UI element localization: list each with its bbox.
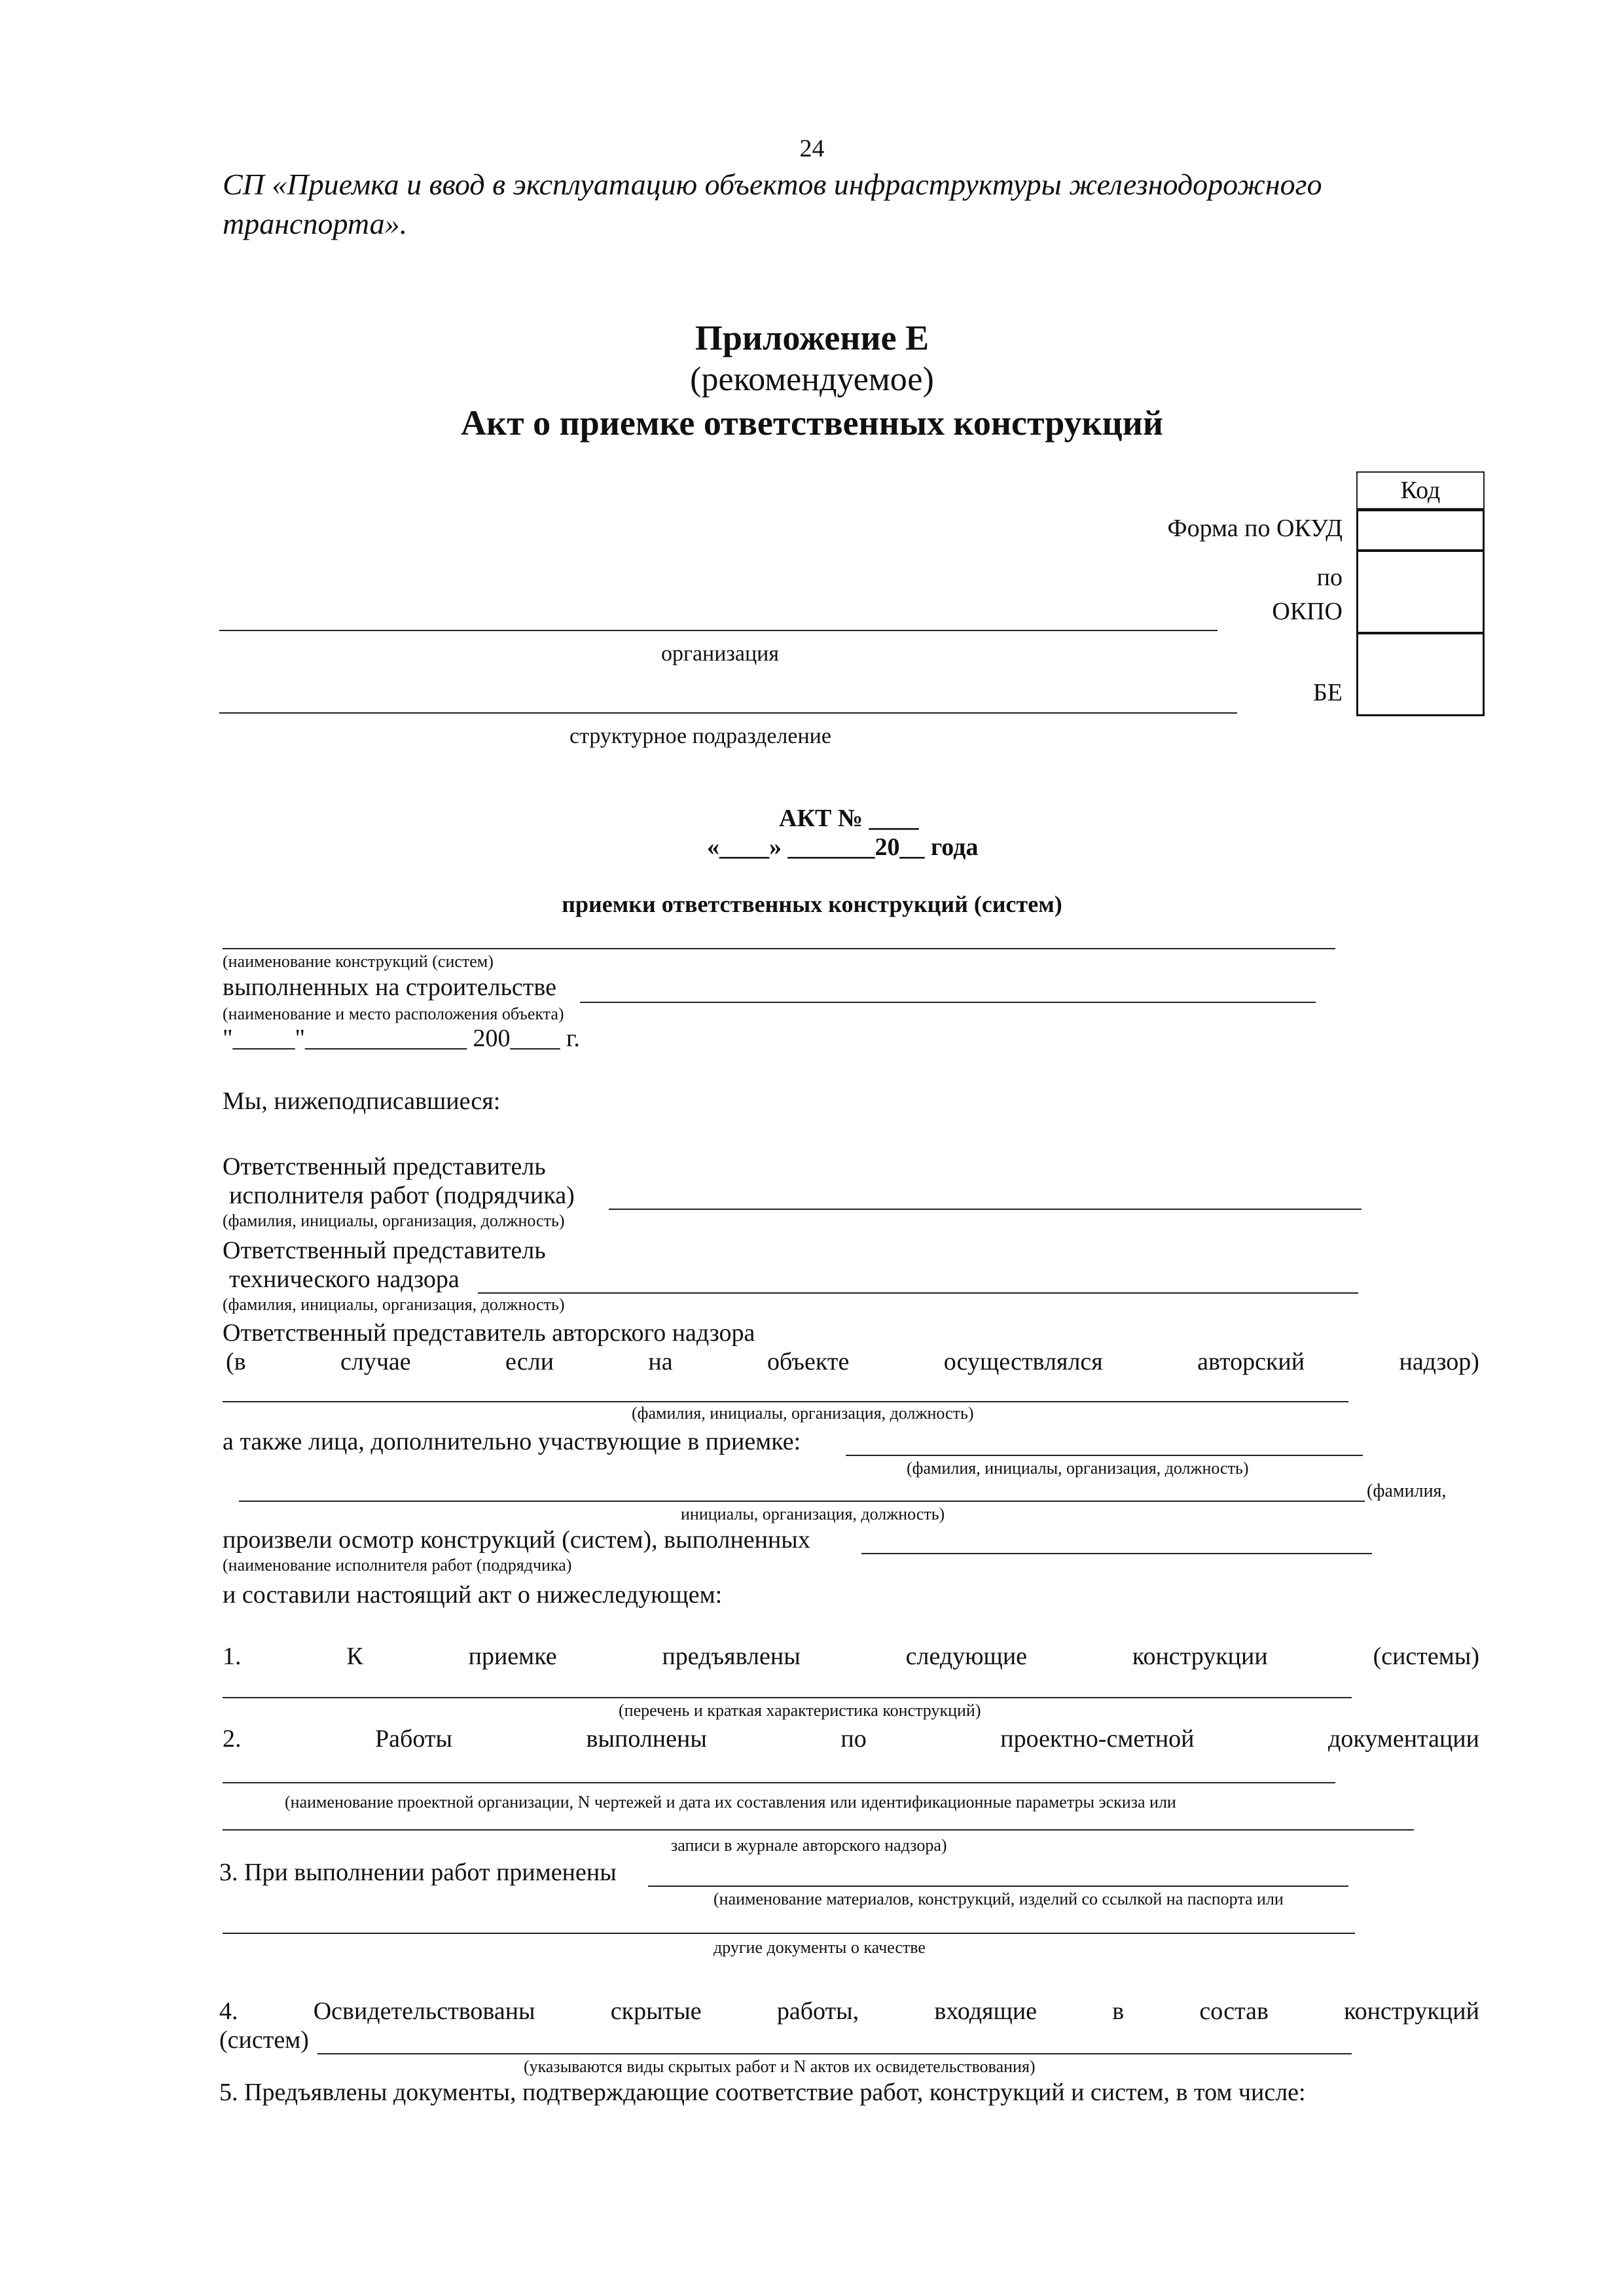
item-1-caption: (перечень и краткая характеристика конструкций) [619,1701,981,1720]
item-2-word: Работы [375,1725,452,1753]
author-word: надзор) [1399,1348,1479,1376]
item-2-field[interactable] [223,1782,1335,1783]
author-word: объекте [767,1348,850,1376]
fio-caption-4: (фамилия, инициалы, организация, должность) [907,1459,1249,1478]
also-persons-label: а также лица, дополнительно участвующие в приемке: [223,1428,801,1455]
item-2-field-2[interactable] [223,1829,1414,1831]
organization-caption: организация [661,642,779,666]
item-2 [223,1724,1479,1753]
item-4-line-2: (систем) [219,2026,309,2054]
inspected-field[interactable] [861,1553,1372,1554]
author-word: авторский [1197,1348,1305,1376]
page-number: 24 [799,135,825,162]
item-4-word: конструкций [1344,1997,1479,2025]
inspected-label: произвели осмотр конструкций (систем), выполненных [223,1526,810,1554]
item-1 [223,1642,1479,1671]
author-word: на [648,1348,673,1376]
act-subject: приемки ответственных конструкций (систем) [562,891,1062,917]
document-header-line-1: СП «Приемка и ввод в эксплуатацию объектов инфраструктуры железнодорожного [223,168,1322,201]
appendix-title: Приложение Е [695,318,929,357]
rep-author-label: Ответственный представитель авторского надзора [223,1319,755,1347]
item-3-caption-a: (наименование материалов, конструкций, изделий со ссылкой на паспорта или [713,1889,1284,1908]
author-word: если [505,1348,554,1376]
item-1-word: приемке [468,1643,557,1670]
item-4 [219,1997,1479,2026]
item-5-label: 5. Предъявлены документы, подтверждающие соответствие работ, конструкций и систем, в том числе: [219,2079,1306,2106]
item-4-word: 4. [219,1997,238,2025]
item-3-field[interactable] [648,1886,1348,1887]
item-1-word: конструкции [1132,1643,1268,1670]
okud-code-cell[interactable] [1356,509,1485,551]
item-1-word: следующие [905,1643,1028,1670]
item-1-word: К [346,1643,363,1670]
built-at-label: выполненных на строительстве [223,974,556,1001]
rep-tech-field[interactable] [478,1292,1358,1294]
document-header-line-2: транспорта». [223,207,408,240]
rep-tech-line-1: Ответственный представитель [223,1237,546,1264]
fio-caption-1: (фамилия, инициалы, организация, должность) [223,1211,565,1230]
po-label: по [1316,564,1343,591]
also-persons-field-2[interactable] [239,1501,1365,1502]
fio-caption-2: (фамилия, инициалы, организация, должность) [223,1295,565,1314]
date-line: "_____"_____________ 200____ г. [223,1025,580,1052]
item-2-caption-a: (наименование проектной организации, N чертежей и дата их составления или идентификационные параметры эскиза или [285,1793,1176,1812]
item-1-word: предъявлены [662,1643,801,1670]
fio-caption-5: инициалы, организация, должность) [681,1504,945,1523]
item-2-word: проектно-сметной [1000,1725,1195,1753]
appendix-subtitle: (рекомендуемое) [690,361,934,398]
item-1-field[interactable] [223,1697,1352,1698]
item-4-word: входящие [934,1997,1038,2025]
form-okud-label: Форма по ОКУД [1167,515,1343,542]
rep-author-condition [226,1347,1479,1376]
item-1-word: 1. [223,1643,242,1670]
rep-contractor-line-1: Ответственный представитель [223,1153,546,1180]
division-caption: структурное подразделение [569,724,831,748]
act-date: «____» _______20__ года [707,833,979,861]
item-4-word: состав [1199,1997,1269,2025]
author-word: осуществлялся [943,1348,1103,1376]
fio-tail: (фамилия, [1367,1481,1447,1501]
code-header: Код [1356,471,1485,509]
fio-caption-3: (фамилия, инициалы, организация, должность) [632,1404,974,1423]
built-at-line[interactable] [580,1002,1316,1003]
be-code-cell[interactable] [1356,632,1485,716]
item-2-word: выполнены [586,1725,707,1753]
also-persons-field[interactable] [846,1455,1363,1456]
division-line[interactable] [219,712,1237,714]
object-caption: (наименование и место расположения объекта) [223,1004,564,1023]
rep-contractor-line-2: исполнителя работ (подрядчика) [229,1182,575,1209]
compiled-label: и составили настоящий акт о нижеследующем: [223,1581,723,1609]
rep-contractor-field[interactable] [609,1209,1362,1210]
organization-line[interactable] [219,630,1218,631]
item-1-word: (системы) [1373,1643,1479,1670]
be-label: БЕ [1312,679,1343,706]
okpo-code-cell[interactable] [1356,550,1485,634]
constructions-line[interactable] [223,948,1335,949]
item-2-word: документации [1328,1725,1479,1753]
item-3-label: 3. При выполнении работ применены [219,1859,617,1886]
item-4-field[interactable] [317,2053,1352,2054]
item-3-caption-b: другие документы о качестве [713,1938,926,1957]
item-4-caption: (указываются виды скрытых работ и N актов их освидетельствования) [524,2057,1036,2076]
item-2-word: 2. [223,1725,242,1753]
we-signed-label: Мы, нижеподписавшиеся: [223,1087,501,1115]
item-4-word: в [1112,1997,1125,2025]
okpo-label: ОКПО [1272,598,1343,625]
rep-tech-line-2: технического надзора [229,1266,460,1293]
item-4-word: работы, [776,1997,859,2025]
author-word: случае [340,1348,411,1376]
item-2-caption-b: записи в журнале авторского надзора) [671,1836,947,1855]
item-2-word: по [840,1725,867,1753]
document-heading: Акт о приемке ответственных конструкций [461,403,1163,443]
act-number: АКТ № ____ [779,805,919,832]
constructions-caption: (наименование конструкций (систем) [223,952,494,971]
rep-author-field[interactable] [223,1401,1348,1402]
item-4-word: скрытые [610,1997,702,2025]
item-3-field-2[interactable] [223,1933,1355,1934]
item-4-word: Освидетельствованы [313,1997,535,2025]
contractor-name-caption: (наименование исполнителя работ (подрядчика) [223,1556,572,1575]
author-word: (в [226,1348,246,1376]
